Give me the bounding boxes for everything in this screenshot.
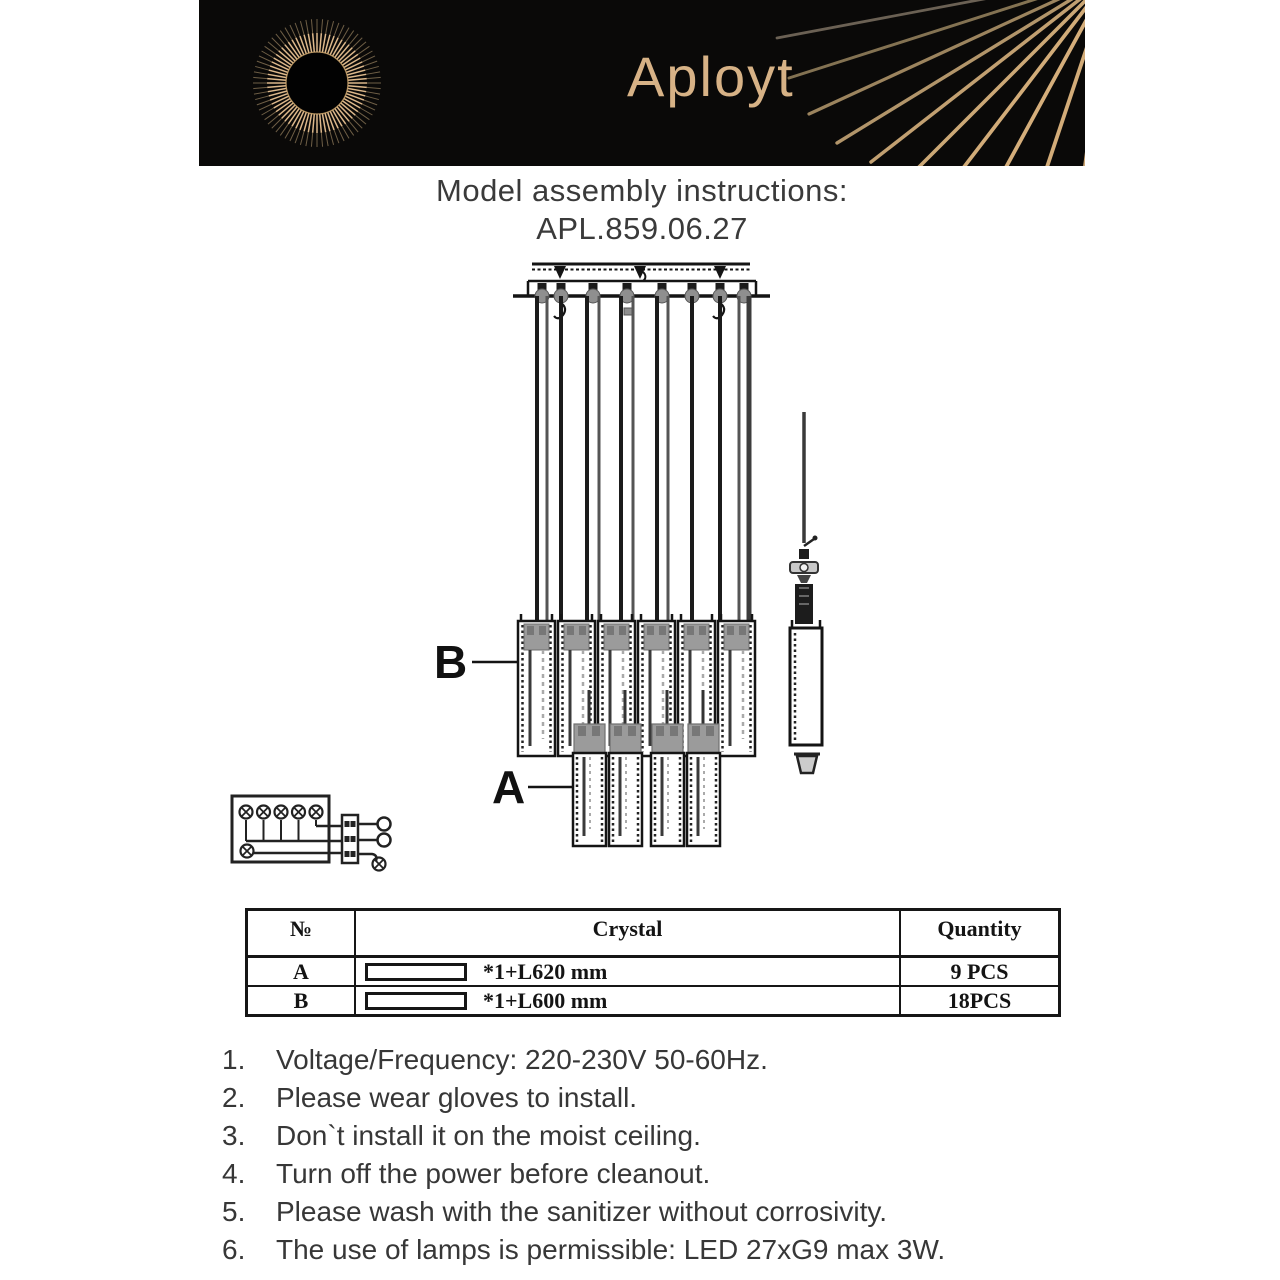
corner-rays-icon [774, 0, 1085, 166]
row-no: B [248, 987, 356, 1014]
item-text: Please wash with the sanitizer without corrosivity. [276, 1196, 888, 1227]
item-number: 4. [222, 1158, 246, 1189]
list-item [222, 1079, 1072, 1117]
list-item [222, 1117, 1072, 1155]
list-item [222, 1155, 1072, 1193]
exploded-pendant [790, 412, 822, 773]
sunburst-center [287, 53, 347, 113]
title-block [199, 172, 1085, 248]
ceiling-mount [513, 264, 770, 318]
crystal-rect-icon [365, 992, 467, 1010]
item-text: The use of lamps is permissible: LED 27xG9 max 3W. [276, 1234, 946, 1265]
crystal-rect-icon [365, 963, 467, 981]
col-header-no: № [248, 911, 356, 955]
item-number: 1. [222, 1044, 246, 1075]
wiring-diagram [232, 796, 391, 871]
parts-table [245, 908, 1061, 1017]
item-text: Please wear gloves to install. [276, 1082, 638, 1113]
list-item [222, 1041, 1072, 1079]
assembly-diagram [200, 250, 1090, 910]
item-number: 6. [222, 1234, 246, 1265]
model-number: APL.859.06.27 [536, 211, 748, 246]
svg-text:A: A [492, 761, 526, 813]
table-row [248, 987, 1058, 1014]
brand-name: Aployt [627, 45, 795, 108]
item-number: 5. [222, 1196, 246, 1227]
item-text: Voltage/Frequency: 220-230V 50-60Hz. [276, 1044, 768, 1075]
brand-header [199, 0, 1085, 166]
crystal-size: *1+L600 mm [483, 987, 608, 1013]
item-number: 2. [222, 1082, 246, 1113]
row-no: A [248, 958, 356, 985]
crystal-size: *1+L620 mm [483, 958, 608, 984]
label-b [434, 636, 518, 688]
item-number: 3. [222, 1120, 246, 1151]
col-header-crystal: Crystal [356, 911, 901, 955]
hanging-rods [537, 296, 749, 623]
row-quantity: 9 PCS [950, 958, 1009, 984]
list-item [222, 1231, 1072, 1269]
list-item [222, 1193, 1072, 1231]
row-crystal [356, 987, 901, 1014]
col-header-quantity: Quantity [937, 916, 1022, 941]
svg-text:B: B [434, 636, 468, 688]
row-quantity: 18PCS [947, 987, 1012, 1013]
instruction-list [222, 1041, 1072, 1269]
table-header-row [248, 911, 1058, 958]
item-text: Don`t install it on the moist ceiling. [276, 1120, 701, 1151]
label-a [492, 761, 574, 813]
item-text: Turn off the power before cleanout. [276, 1158, 711, 1189]
row-crystal [356, 958, 901, 985]
table-row [248, 958, 1058, 987]
page-title: Model assembly instructions: [436, 173, 848, 208]
